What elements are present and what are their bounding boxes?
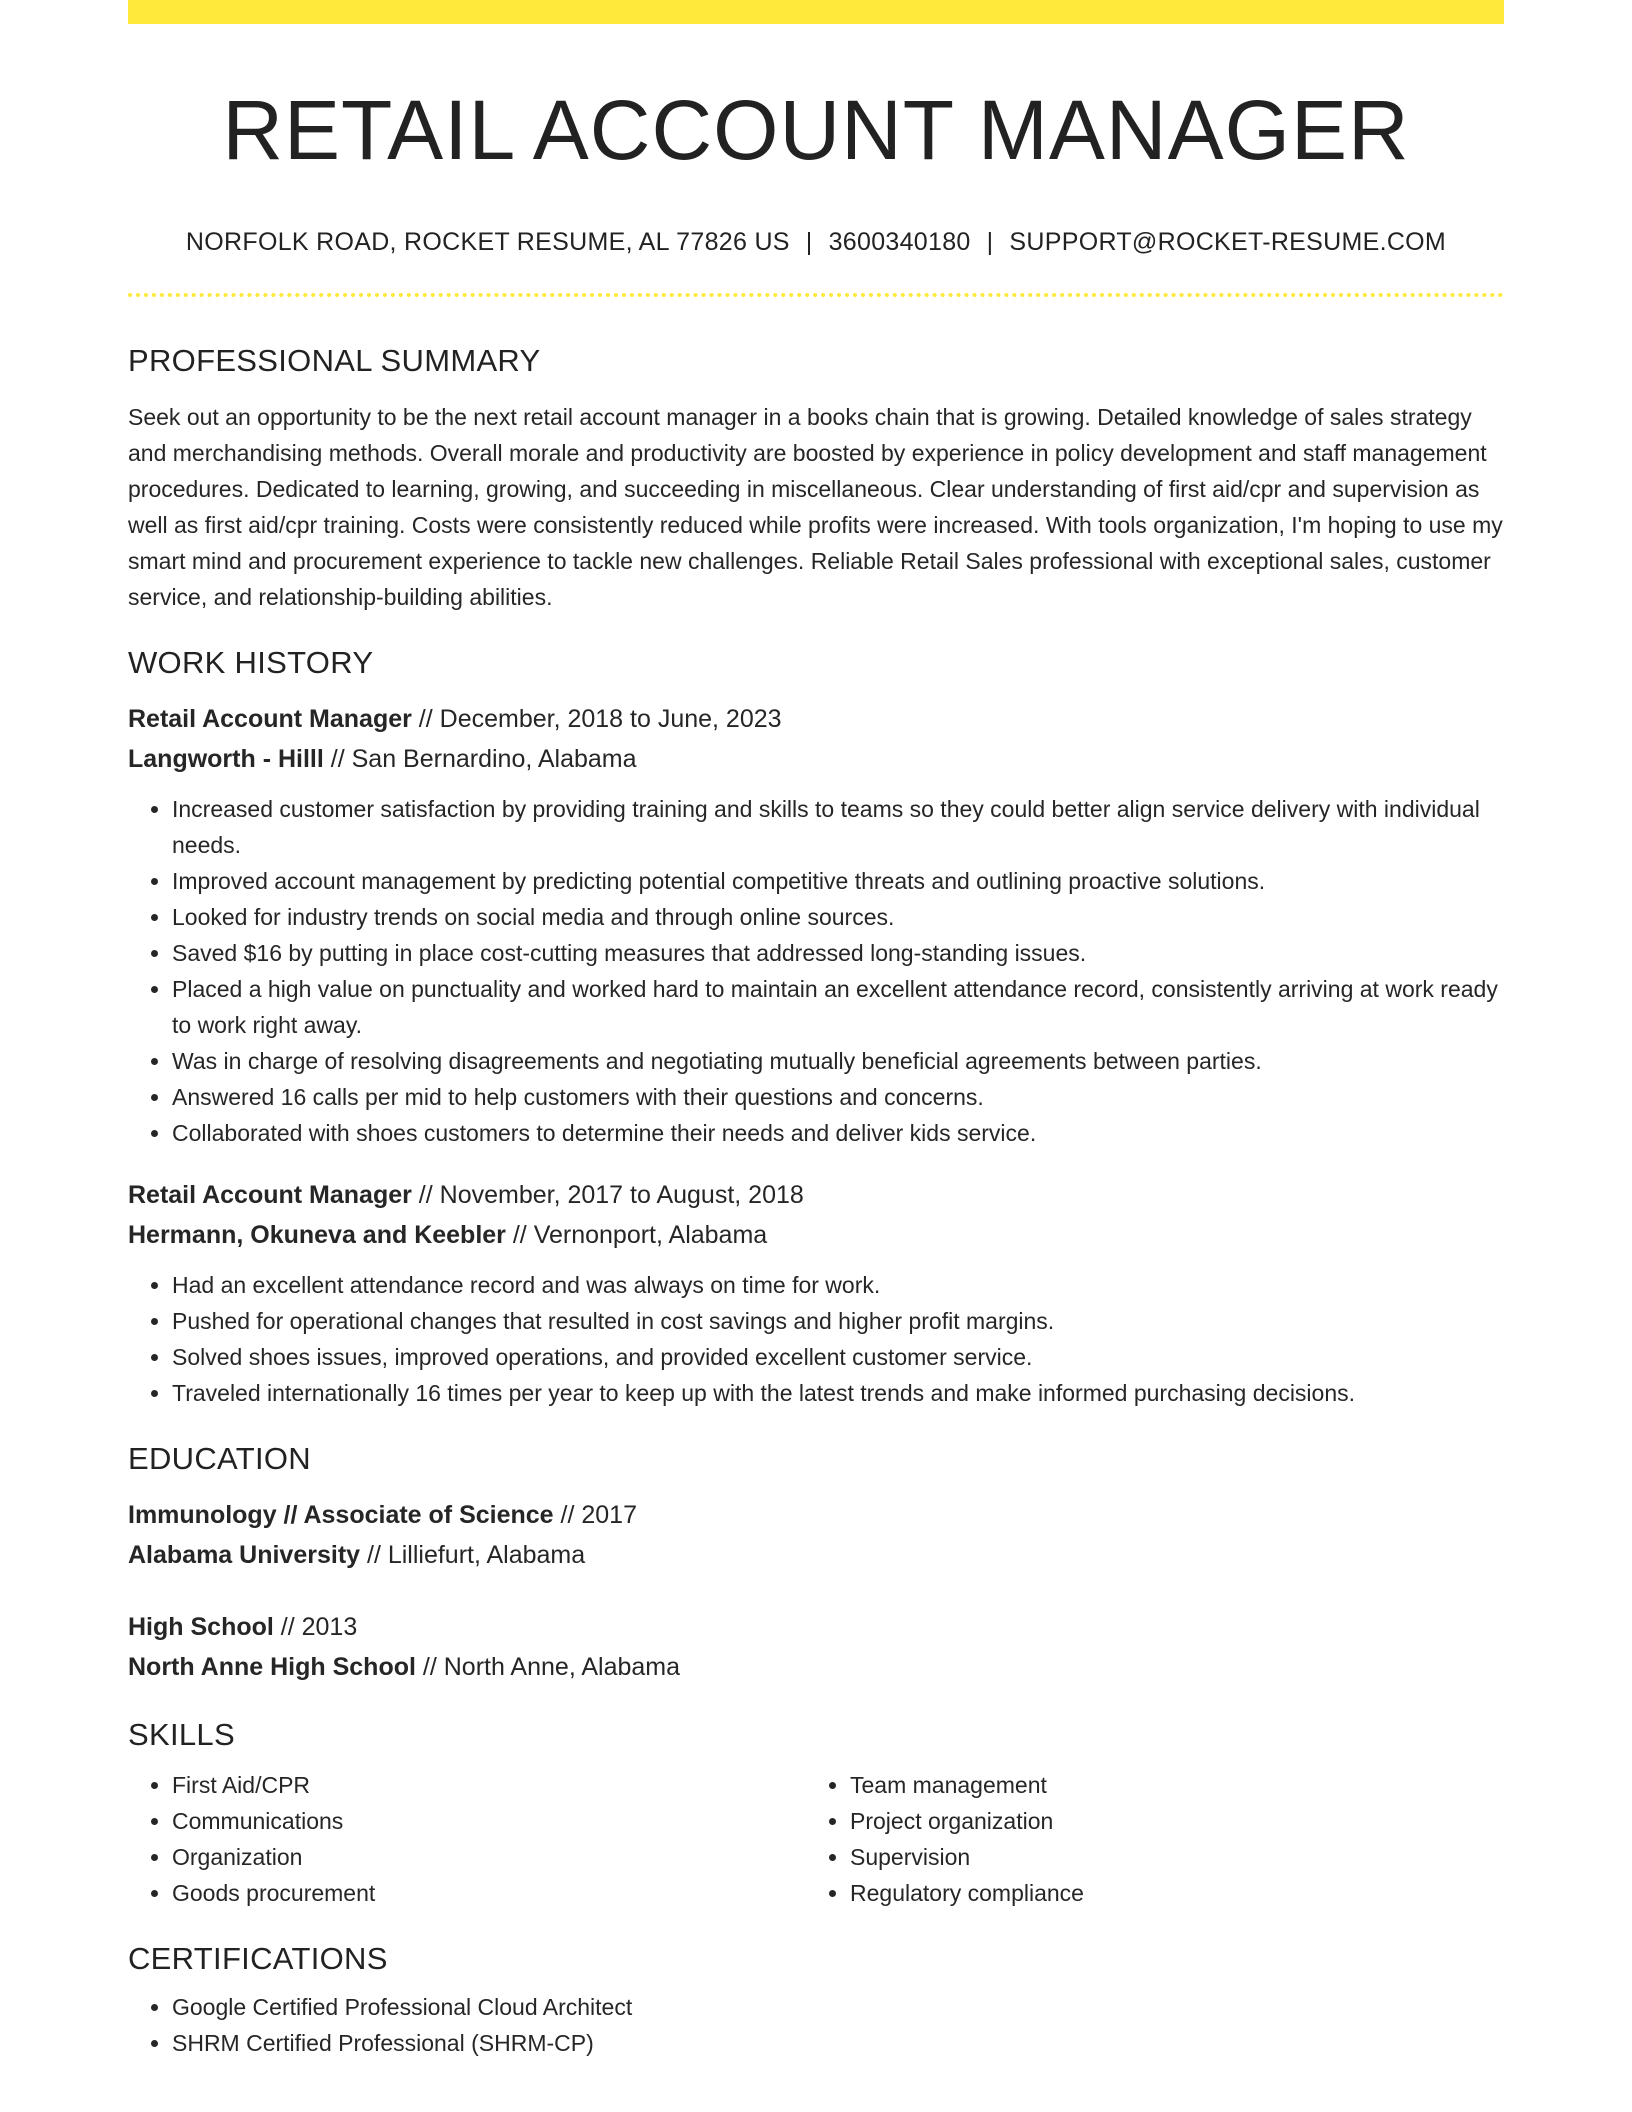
skill-item: • Team management	[850, 1767, 1484, 1803]
contact-separator: |	[986, 228, 994, 257]
job-bullet: • Saved $16 by putting in place cost-cutting measures that addressed long-standing issues.	[172, 935, 1504, 971]
education-location: // North Anne, Alabama	[415, 1653, 681, 1682]
job-dates: // November, 2017 to August, 2018	[411, 1181, 804, 1210]
contact-address: NORFOLK ROAD, ROCKET RESUME, AL 77826 US	[185, 228, 790, 257]
job-role-line	[128, 699, 1504, 739]
education-school-line	[128, 1647, 1504, 1687]
job-entry	[128, 699, 1504, 1151]
job-company-line	[128, 739, 1504, 779]
education-year: // 2017	[553, 1501, 637, 1530]
skill-item: • Project organization	[850, 1803, 1484, 1839]
job-role: Retail Account Manager	[128, 1181, 412, 1210]
job-bullet: • Had an excellent attendance record and was always on time for work.	[172, 1267, 1504, 1303]
certification-item: • SHRM Certified Professional (SHRM-CP)	[172, 2025, 1504, 2061]
education-entry	[128, 1495, 1504, 1575]
skills-list-right	[806, 1767, 1484, 1911]
skill-item: • Regulatory compliance	[850, 1875, 1484, 1911]
education-degree: High School	[128, 1613, 274, 1642]
certifications-list	[128, 1989, 1504, 2061]
certification-item: • Google Certified Professional Cloud Architect	[172, 1989, 1504, 2025]
contact-email: SUPPORT@ROCKET-RESUME.COM	[1009, 228, 1447, 257]
job-location: // Vernonport, Alabama	[505, 1221, 768, 1250]
skill-item: • Organization	[172, 1839, 806, 1875]
summary-section-title: PROFESSIONAL SUMMARY	[128, 343, 541, 379]
education-year: // 2013	[273, 1613, 358, 1642]
education-degree: Immunology // Associate of Science	[128, 1501, 554, 1530]
skill-item: • Communications	[172, 1803, 806, 1839]
job-bullet: • Traveled internationally 16 times per year to keep up with the latest trends and make informed purchasing decisions.	[172, 1375, 1504, 1411]
job-bullet: • Answered 16 calls per mid to help customers with their questions and concerns.	[172, 1079, 1504, 1115]
job-bullet: • Increased customer satisfaction by providing training and skills to teams so they could better align service delivery with individual needs.	[172, 791, 1504, 863]
contact-line	[128, 228, 1504, 257]
job-company: Langworth - Hilll	[128, 745, 324, 774]
skill-item: • First Aid/CPR	[172, 1767, 806, 1803]
education-entry	[128, 1607, 1504, 1687]
skill-item: • Supervision	[850, 1839, 1484, 1875]
resume-page	[128, 0, 1504, 2061]
education-school: North Anne High School	[128, 1653, 416, 1682]
job-location: // San Bernardino, Alabama	[323, 745, 637, 774]
skills-columns	[128, 1767, 1504, 1911]
education-degree-line	[128, 1607, 1504, 1647]
job-bullet: • Improved account management by predicting potential competitive threats and outlining proactive solutions.	[172, 863, 1504, 899]
resume-name-heading: RETAIL ACCOUNT MANAGER	[222, 83, 1410, 177]
job-role: Retail Account Manager	[128, 705, 412, 734]
work-history-section-title: WORK HISTORY	[128, 645, 374, 681]
job-company: Hermann, Okuneva and Keebler	[128, 1221, 506, 1250]
job-bullet: • Placed a high value on punctuality and worked hard to maintain an excellent attendance record, consistently arriving at work ready to work right away.	[172, 971, 1504, 1043]
job-bullet: • Solved shoes issues, improved operations, and provided excellent customer service.	[172, 1339, 1504, 1375]
education-school-line	[128, 1535, 1504, 1575]
job-bullet: • Pushed for operational changes that resulted in cost savings and higher profit margins.	[172, 1303, 1504, 1339]
summary-paragraph: Seek out an opportunity to be the next retail account manager in a books chain that is growing. Detailed knowledge of sales strategy and merchandising methods. Overall morale and productivity are boosted by experience in policy development and staff management procedures. Dedicated to learning, growing, and succeeding in miscellaneous. Clear understanding of first aid/cpr and supervision as well as first aid/cpr training. Costs were consistently reduced while profits were increased. With tools organization, I'm hoping to use my smart mind and procurement experience to tackle new challenges. Reliable Retail Sales professional with exceptional sales, customer service, and relationship-building abilities.	[128, 404, 1503, 611]
job-bullet: • Was in charge of resolving disagreements and negotiating mutually beneficial agreements between parties.	[172, 1043, 1504, 1079]
job-bullet-list	[128, 791, 1504, 1151]
contact-separator: |	[805, 228, 813, 257]
skills-section-title: SKILLS	[128, 1717, 235, 1753]
education-location: // Lilliefurt, Alabama	[360, 1541, 586, 1570]
skills-list-left	[128, 1767, 806, 1911]
dotted-divider	[128, 293, 1504, 297]
job-role-line	[128, 1175, 1504, 1215]
job-bullet: • Collaborated with shoes customers to determine their needs and deliver kids service.	[172, 1115, 1504, 1151]
accent-top-bar	[128, 0, 1504, 24]
education-school: Alabama University	[128, 1541, 361, 1570]
certifications-section-title: CERTIFICATIONS	[128, 1941, 388, 1977]
education-section-title: EDUCATION	[128, 1441, 311, 1477]
skill-item: • Goods procurement	[172, 1875, 806, 1911]
job-bullet-list	[128, 1267, 1504, 1411]
job-company-line	[128, 1215, 1504, 1255]
job-entry	[128, 1175, 1504, 1411]
contact-phone: 3600340180	[828, 228, 971, 257]
job-bullet: • Looked for industry trends on social media and through online sources.	[172, 899, 1504, 935]
education-degree-line	[128, 1495, 1504, 1535]
job-dates: // December, 2018 to June, 2023	[411, 705, 782, 734]
